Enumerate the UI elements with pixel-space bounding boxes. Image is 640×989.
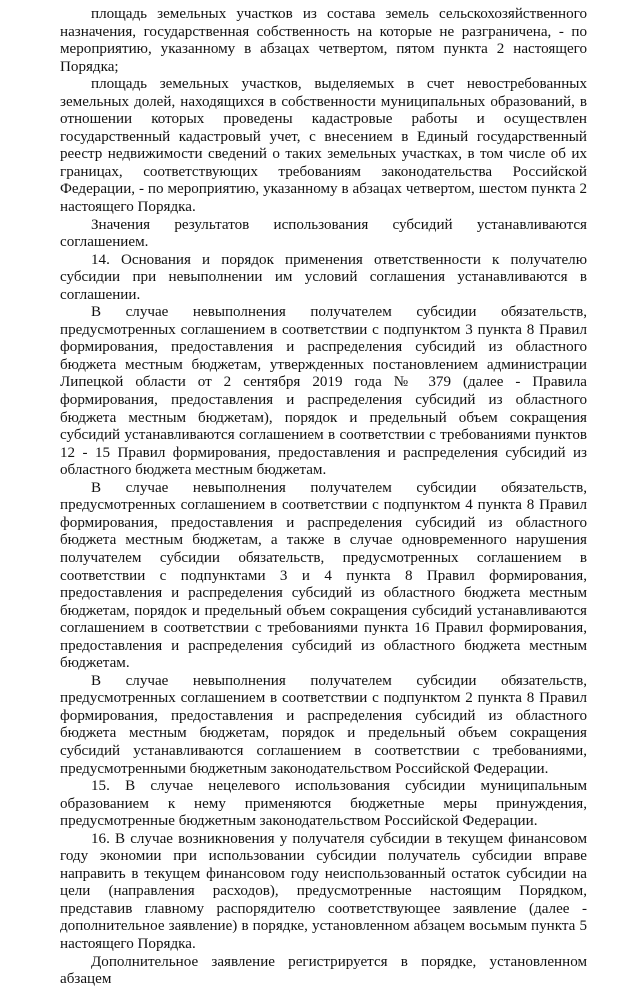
paragraph-item-16: 16. В случае возникновения у получателя субсидии в текущем финансовом году экономии при использовании субсидии получатель субсидии вправе направить в текущем финансовом году неиспользованный остаток субсидии на цели (направления расходов), предусмотренные настоящим Порядком, представив главному распорядителю соответствующее заявление (далее - дополнительное заявление) в порядке, установленном абзацем восьмым пункта 5 настоящего Порядка. [60,830,587,952]
paragraph-additional-application: Дополнительное заявление регистрируется в порядке, установленном абзацем [60,953,587,988]
paragraph-item-14: 14. Основания и порядок применения ответственности к получателю субсидии при невыполнении им условий соглашения устанавливаются в соглашении. [60,251,587,303]
paragraph-item-15: 15. В случае нецелевого использования субсидии муниципальным образованием к нему применяются бюджетные меры принуждения, предусмотренные бюджетным законодательством Российской Федерации. [60,778,587,830]
paragraph-nonfulfillment-subitem-4: В случае невыполнения получателем субсидии обязательств, предусмотренных соглашением в соответствии с подпунктом 4 пункта 8 Правил формирования, предоставления и распределения субсидий из областного бюджета местным бюджетам, а также в случае одновременного нарушения получателем субсидии обязательств, предусмотренных соглашением в соответствии с подпунктами 3 и 4 пункта 8 Правил формирования, предоставления и распределения субсидий из областного бюджета местным бюджетам, порядок и предельный объем сокращения субсидий устанавливаются соглашением в соответствии с требованиями пункта 16 Правил формирования, предоставления и распределения субсидий из областного бюджета местным бюджетам. [60,479,587,672]
paragraph-land-area-unallocated: площадь земельных участков из состава земель сельскохозяйственного назначения, государственная собственность на которые не разграничена, - по мероприятию, указанному в абзацах четвертом, пятом пункта 2 настоящего Порядка; [60,6,587,75]
paragraph-nonfulfillment-subitem-2: В случае невыполнения получателем субсидии обязательств, предусмотренных соглашением в соответствии с подпунктом 2 пункта 8 Правил формирования, предоставления и распределения субсидий из областного бюджета местным бюджетам, порядок и предельный объем сокращения субсидий устанавливаются соглашением в соответствии с требованиями, предусмотренными бюджетным законодательством Российской Федерации. [60,672,587,777]
paragraph-land-area-unclaimed-shares: площадь земельных участков, выделяемых в счет невостребованных земельных долей, находящихся в собственности муниципальных образований, в отношении которых проведены кадастровые работы и осуществлен государственный кадастровый учет, с внесением в Единый государственный реестр недвижимости сведений о таких земельных участках, в том числе об их границах, соответствующих требованиям законодательства Российской Федерации, - по мероприятию, указанному в абзацах четвертом, шестом пункта 2 настоящего Порядка. [60,76,587,216]
paragraph-nonfulfillment-subitem-3: В случае невыполнения получателем субсидии обязательств, предусмотренных соглашением в соответствии с подпунктом 3 пункта 8 Правил формирования, предоставления и распределения субсидий из областного бюджета местным бюджетам, утвержденных постановлением администрации Липецкой области от 2 сентября 2019 года № 379 (далее - Правила формирования, предоставления и распределения субсидий из областного бюджета местным бюджетам), порядок и предельный объем сокращения субсидий устанавливаются соглашением в соответствии с требованиями пунктов 12 - 15 Правил формирования, предоставления и распределения субсидий из областного бюджета местным бюджетам. [60,304,587,479]
paragraph-result-values: Значения результатов использования субсидий устанавливаются соглашением. [60,216,587,251]
document-page [60,6,587,989]
